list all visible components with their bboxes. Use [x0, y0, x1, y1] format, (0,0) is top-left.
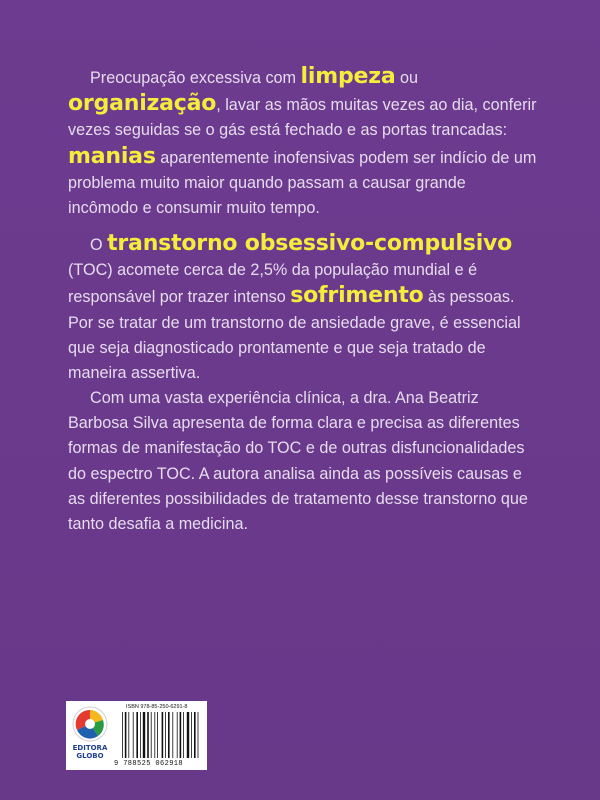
- publisher-name-line1: EDITORA: [72, 744, 108, 752]
- blurb-text: Com uma vasta experiência clínica, a dra. Ana Beatriz Barbosa Silva apresenta de forma clara e precisa as diferentes formas de manifestação do TOC e de outras disfuncionalidades do espectro TOC. A autora analisa ainda as possíveis causas e as diferentes possibilidades de tratamento desse transtorno que tanto desafia a medicina.: [68, 389, 528, 534]
- barcode-bar: [154, 712, 155, 758]
- barcode-bar: [133, 712, 134, 758]
- publisher-name: [70, 744, 110, 760]
- barcode-bar: [198, 712, 199, 758]
- blurb-text: , lavar as mãos muitas vezes ao dia, conferir vezes seguidas se o gás está fechado e as portas trancadas:: [68, 96, 537, 140]
- barcode-bar: [147, 712, 149, 758]
- blurb-text: Preocupação excessiva com: [90, 69, 301, 87]
- barcode-bar: [183, 712, 184, 758]
- barcode-bar: [191, 712, 192, 758]
- blurb-text: às pessoas. Por se tratar de um transtorno de ansiedade grave, é essencial que seja diagnosticado prontamente e que seja tratado de maneira assertiva.: [68, 288, 521, 383]
- highlight-word: manias: [68, 143, 156, 169]
- barcode-bar: [194, 712, 196, 758]
- blurb-text: O: [90, 236, 108, 254]
- barcode-bar: [136, 712, 138, 758]
- barcode-bar: [180, 712, 182, 758]
- highlight-word: organização: [68, 91, 217, 117]
- blurb-paragraph-3: [68, 386, 538, 537]
- publisher-name-line2: GLOBO: [76, 752, 104, 760]
- isbn-text: ISBN 978-85-250-6291-8: [126, 704, 188, 710]
- barcode-bar: [122, 712, 123, 758]
- barcode-bar: [165, 712, 166, 758]
- barcode-bar: [151, 712, 152, 758]
- highlight-word: sofrimento: [290, 283, 424, 309]
- blurb-text: (TOC) acomete cerca de 2,5% da população mundial e é responsável por trazer intenso: [68, 261, 478, 307]
- barcode-bar: [128, 712, 129, 758]
- ean-number: 9 788525 062918: [114, 760, 184, 768]
- barcode-bar: [125, 712, 127, 758]
- barcode-bar: [187, 712, 189, 758]
- barcode-bar: [172, 712, 173, 758]
- barcode-bar: [162, 712, 164, 758]
- blurb-text: ou: [395, 69, 418, 87]
- barcode-area: [66, 701, 207, 770]
- barcode-bar: [177, 712, 178, 758]
- blurb-paragraph-2: [68, 231, 538, 386]
- barcode-bar: [157, 712, 158, 758]
- blurb-text: aparentemente inofensivas podem ser indício de um problema muito maior quando passam a causar grande incômodo e consumir muito tempo.: [68, 148, 537, 218]
- highlight-word: transtorno obsessivo-compulsivo: [107, 231, 513, 256]
- highlight-word: limpeza: [300, 64, 396, 89]
- barcode-bar: [168, 712, 170, 758]
- barcode-bar: [143, 712, 145, 758]
- barcode-bar: [140, 712, 141, 758]
- barcode-bars: [122, 712, 202, 758]
- blurb-paragraph-1: [68, 64, 538, 221]
